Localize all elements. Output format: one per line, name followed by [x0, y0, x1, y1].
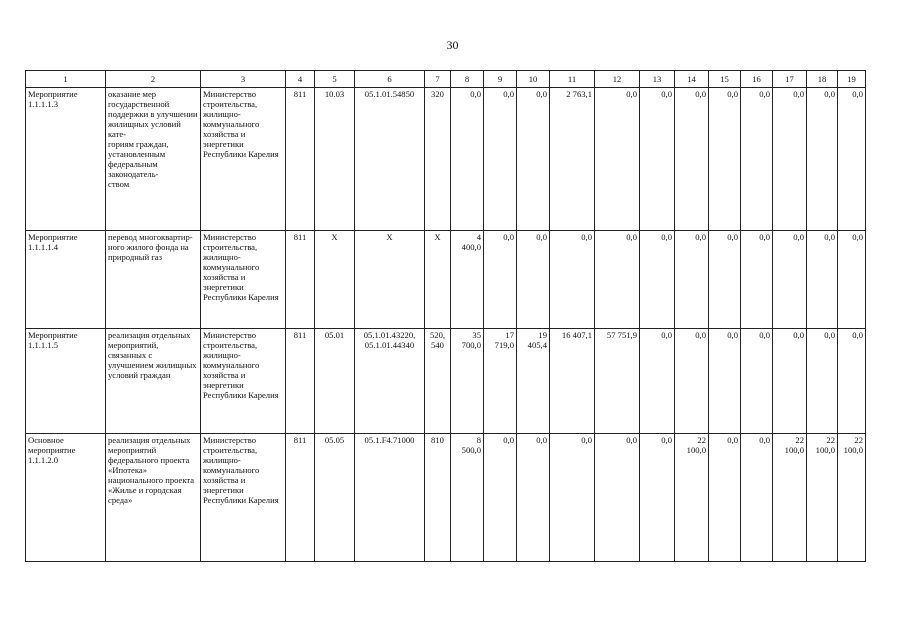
value-cell: 0,0: [484, 88, 517, 231]
rzpr-cell: 05.01: [315, 329, 355, 434]
value-cell: 0,0: [709, 329, 741, 434]
value-cell: 0,0: [807, 88, 838, 231]
value-cell: 4 400,0: [451, 231, 484, 329]
row-executor-cell: Министерство строительства, жилищно- коммунального хозяйства и энергетики Республики Карелия: [201, 434, 286, 562]
column-header: 11: [550, 71, 595, 88]
column-header: 6: [355, 71, 425, 88]
value-cell: 0,0: [517, 434, 550, 562]
value-cell: 0,0: [640, 88, 675, 231]
value-cell: 0,0: [741, 231, 773, 329]
value-cell: 35 700,0: [451, 329, 484, 434]
column-header: 10: [517, 71, 550, 88]
column-header: 5: [315, 71, 355, 88]
column-header: 7: [425, 71, 451, 88]
column-header: 8: [451, 71, 484, 88]
vr-cell: Х: [425, 231, 451, 329]
table-row: [26, 231, 866, 329]
column-header: 13: [640, 71, 675, 88]
row-name-cell: Основное мероприятие 1.1.1.2.0: [26, 434, 106, 562]
value-cell: 0,0: [773, 329, 807, 434]
rzpr-cell: Х: [315, 231, 355, 329]
value-cell: 0,0: [709, 231, 741, 329]
row-name-cell: Мероприятие 1.1.1.1.3: [26, 88, 106, 231]
value-cell: 0,0: [484, 434, 517, 562]
value-cell: 22 100,0: [807, 434, 838, 562]
value-cell: 0,0: [741, 329, 773, 434]
table-row: [26, 88, 866, 231]
column-header: 14: [675, 71, 709, 88]
row-executor-cell: Министерство строительства, жилищно- коммунального хозяйства и энергетики Республики Карелия: [201, 231, 286, 329]
value-cell: 22 100,0: [838, 434, 866, 562]
vr-cell: 810: [425, 434, 451, 562]
column-header: 16: [741, 71, 773, 88]
vr-cell: 520, 540: [425, 329, 451, 434]
row-description-cell: оказание мер государственной поддержки в улучшении жилищных условий кате- гориям граждан, установленным федеральным законодатель- ством: [106, 88, 201, 231]
value-cell: 17 719,0: [484, 329, 517, 434]
value-cell: 0,0: [550, 434, 595, 562]
row-description-cell: реализация отдельных мероприятий, связанных с улучшением жилищных условий граждан: [106, 329, 201, 434]
csr-cell: 05.1.01.54850: [355, 88, 425, 231]
column-header: 1: [26, 71, 106, 88]
value-cell: 0,0: [709, 434, 741, 562]
value-cell: 0,0: [773, 231, 807, 329]
value-cell: 16 407,1: [550, 329, 595, 434]
row-executor-cell: Министерство строительства, жилищно- коммунального хозяйства и энергетики Республики Карелия: [201, 88, 286, 231]
column-header: 9: [484, 71, 517, 88]
column-header: 19: [838, 71, 866, 88]
grbs-cell: 811: [286, 434, 315, 562]
value-cell: 0,0: [484, 231, 517, 329]
value-cell: 0,0: [807, 231, 838, 329]
value-cell: 0,0: [640, 329, 675, 434]
rzpr-cell: 10.03: [315, 88, 355, 231]
value-cell: 0,0: [595, 434, 640, 562]
column-header: 18: [807, 71, 838, 88]
value-cell: 57 751,9: [595, 329, 640, 434]
value-cell: 0,0: [595, 88, 640, 231]
grbs-cell: 811: [286, 329, 315, 434]
value-cell: 0,0: [838, 329, 866, 434]
column-header: 2: [106, 71, 201, 88]
budget-table: [25, 70, 866, 562]
value-cell: 0,0: [741, 434, 773, 562]
value-cell: 0,0: [773, 88, 807, 231]
value-cell: 19 405,4: [517, 329, 550, 434]
value-cell: 0,0: [517, 88, 550, 231]
value-cell: 0,0: [807, 329, 838, 434]
csr-cell: Х: [355, 231, 425, 329]
value-cell: 0,0: [451, 88, 484, 231]
row-executor-cell: Министерство строительства, жилищно- коммунального хозяйства и энергетики Республики Карелия: [201, 329, 286, 434]
value-cell: 22 100,0: [773, 434, 807, 562]
table-row: [26, 434, 866, 562]
grbs-cell: 811: [286, 88, 315, 231]
column-header: 4: [286, 71, 315, 88]
row-name-cell: Мероприятие 1.1.1.1.4: [26, 231, 106, 329]
value-cell: 0,0: [517, 231, 550, 329]
value-cell: 0,0: [675, 329, 709, 434]
table-row: [26, 329, 866, 434]
row-name-cell: Мероприятие 1.1.1.1.5: [26, 329, 106, 434]
vr-cell: 320: [425, 88, 451, 231]
value-cell: 2 763,1: [550, 88, 595, 231]
header-row: [26, 71, 866, 88]
value-cell: 8 500,0: [451, 434, 484, 562]
value-cell: 0,0: [709, 88, 741, 231]
value-cell: 0,0: [640, 231, 675, 329]
grbs-cell: 811: [286, 231, 315, 329]
column-header: 17: [773, 71, 807, 88]
csr-cell: 05.1.F4.71000: [355, 434, 425, 562]
value-cell: 0,0: [838, 231, 866, 329]
value-cell: 0,0: [550, 231, 595, 329]
row-description-cell: перевод многоквартир- ного жилого фонда на природный газ: [106, 231, 201, 329]
row-description-cell: реализация отдельных мероприятий федерального проекта «Ипотека» национального проекта «Жилье и городская среда»: [106, 434, 201, 562]
rzpr-cell: 05.05: [315, 434, 355, 562]
column-header: 3: [201, 71, 286, 88]
value-cell: 0,0: [675, 88, 709, 231]
column-header: 12: [595, 71, 640, 88]
value-cell: 0,0: [640, 434, 675, 562]
csr-cell: 05.1.01.43220, 05.1.01.44340: [355, 329, 425, 434]
value-cell: 22 100,0: [675, 434, 709, 562]
column-header: 15: [709, 71, 741, 88]
page-number: 30: [446, 38, 459, 52]
value-cell: 0,0: [838, 88, 866, 231]
value-cell: 0,0: [675, 231, 709, 329]
value-cell: 0,0: [595, 231, 640, 329]
value-cell: 0,0: [741, 88, 773, 231]
